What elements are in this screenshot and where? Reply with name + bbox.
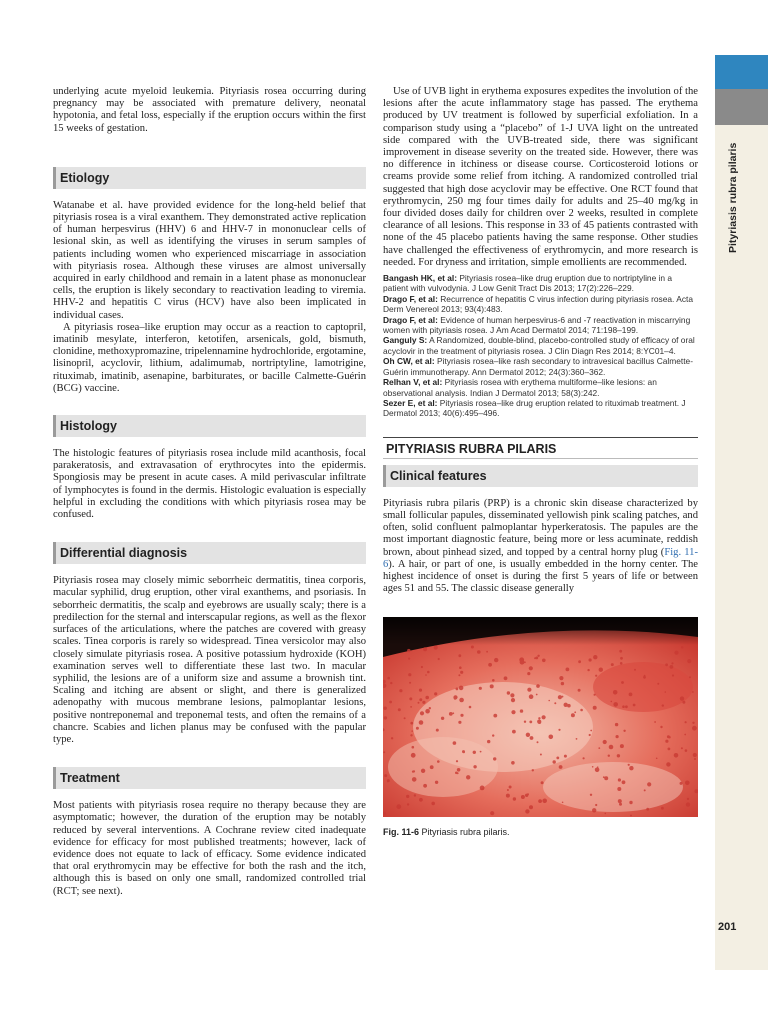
papule-dot bbox=[616, 735, 619, 738]
papule-dot bbox=[398, 709, 401, 712]
papule-dot bbox=[429, 707, 431, 709]
intro-paragraph: underlying acute myeloid leukemia. Pityriasis rosea occurring during pregnancy may be associated with premature delivery, neonatal hypotonia, and fetal loss, especially if the eruption occurs within the first 15 weeks of gestation. bbox=[53, 86, 366, 134]
papule-dot bbox=[486, 651, 488, 653]
reference-item: Ganguly S: A Randomized, double-blind, placebo-controlled study of efficacy of oral acyclovir in the treatment of pityriasis rosea. J Clin Diagn Res 2014; 8:YC01–4. bbox=[383, 335, 695, 356]
right-column bbox=[383, 86, 698, 837]
histology-paragraph: The histologic features of pityriasis rosea include mild acanthosis, focal parakeratosis, and extravasation of erythrocytes into the epidermis. Spongiosis may be present in acute cases. A mild perivascular infiltrate of lymphocytes is found in the dermis. Histologic evaluation is especially helpful in excluding the conditions with which pityriasis rosea may be confused. bbox=[53, 448, 366, 521]
papule-dot bbox=[685, 781, 690, 786]
papule-dot bbox=[524, 721, 526, 723]
papule-dot bbox=[561, 696, 563, 698]
papule-dot bbox=[520, 710, 523, 713]
papule-dot bbox=[595, 675, 597, 677]
papule-dot bbox=[421, 666, 423, 668]
papule-dot bbox=[419, 689, 422, 692]
papule-dot bbox=[646, 808, 649, 811]
papule-dot bbox=[526, 733, 530, 737]
papule-dot bbox=[536, 685, 540, 689]
papule-dot bbox=[527, 672, 530, 675]
papule-dot bbox=[622, 781, 626, 785]
papule-dot bbox=[692, 726, 697, 731]
papule-dot bbox=[434, 646, 438, 650]
papule-dot bbox=[452, 713, 454, 715]
papule-dot bbox=[425, 696, 429, 700]
papule-dot bbox=[529, 806, 533, 810]
papule-dot bbox=[456, 688, 459, 691]
papule-dot bbox=[604, 777, 608, 781]
papule-dot bbox=[662, 705, 664, 707]
papule-dot bbox=[681, 646, 684, 649]
papule-dot bbox=[449, 712, 453, 716]
papule-dot bbox=[549, 735, 554, 740]
papule-dot bbox=[511, 698, 515, 702]
papule-dot bbox=[590, 794, 592, 796]
papule-dot bbox=[685, 721, 687, 723]
papule-dot bbox=[592, 808, 596, 812]
papule-dot bbox=[629, 766, 633, 770]
papule-dot bbox=[413, 771, 415, 773]
papule-dot bbox=[689, 677, 691, 679]
papule-dot bbox=[490, 811, 494, 815]
papule-dot bbox=[469, 706, 472, 709]
page-number: 201 bbox=[718, 921, 737, 933]
papule-dot bbox=[480, 751, 482, 753]
papule-dot bbox=[404, 718, 406, 720]
papule-dot bbox=[471, 646, 474, 649]
papule-dot bbox=[617, 754, 620, 757]
reference-item: Oh CW, et al: Pityriasis rosea–like rash secondary to intravesical bacillus Calmette-Guérin immunotherapy. Ann Dermatol 2012; 24(3):360–362. bbox=[383, 356, 693, 377]
papule-dot bbox=[540, 754, 542, 756]
papule-dot bbox=[644, 790, 646, 792]
papule-dot bbox=[692, 691, 694, 693]
papule-dot bbox=[387, 677, 390, 680]
papule-dot bbox=[420, 712, 424, 716]
papule-dot bbox=[548, 700, 550, 702]
papule-dot bbox=[407, 649, 410, 652]
papule-dot bbox=[411, 731, 413, 733]
papule-dot bbox=[425, 675, 427, 677]
papule-dot bbox=[459, 686, 464, 691]
treatment-continued-paragraph: Use of UVB light in erythema exposures expedites the involution of the lesions after the acute inflammatory stage has passed. The erythema produced by UV treatment is followed by superficial exfoliation. In a comparison study using a “placebo” of 1-J UVA light on the untreated side compared with the UVB-treated side, there was significant improvement in disease severity on the treated side. However, there was no difference in itchiness or disease course. Corticosteroid lotions or creams provide some relief from itching. A randomized controlled trial suggested that high dose acyclovir may be effective. One RCT found that erythromycin, 250 mg four times daily for adults and 25–40 mg/kg in four divided doses daily for children over 2 weeks, resulted in complete clearance of all lesions. This response in 33 of 45 patients contrasted with none of the 45 placebo patients having the same response. Other studies have challenged the effectiveness of erythromycin, and more research is needed. For dryness and irritation, simple emollients are recommended. bbox=[383, 86, 698, 268]
papule-dot bbox=[603, 740, 607, 744]
papule-dot bbox=[595, 804, 597, 806]
papule-dot bbox=[593, 706, 597, 710]
papule-dot bbox=[407, 804, 409, 806]
papule-dot bbox=[558, 729, 560, 731]
chapter-tab-accent bbox=[715, 55, 768, 89]
papule-dot bbox=[687, 798, 689, 800]
papule-dot bbox=[479, 687, 482, 690]
papule-dot bbox=[660, 726, 662, 728]
papule-dot bbox=[672, 675, 674, 677]
papule-dot bbox=[692, 722, 694, 724]
etiology-paragraph-1: Watanabe et al. have provided evidence for the long-held belief that pityriasis rosea is a viral exanthem. They demonstrated active replication of human herpesvirus (HHV) 6 and HHV-7 in mononuclear cells of lesional skin, as well as identifying the viruses in serum samples of patients including women who experienced miscarriage in association with pityriasis rosea. Although these viruses are almost universally acquired in early childhood and remain in a latent phase as mononuclear cells, the eruption is likely secondary to reactivation leading to viremia. HHV-2 and hepatitis C virus (HCV) have also been implicated in individual cases. bbox=[53, 199, 366, 321]
papule-dot bbox=[609, 745, 614, 750]
papule-dot bbox=[454, 697, 457, 700]
papule-dot bbox=[437, 761, 440, 764]
papule-dot bbox=[629, 801, 632, 804]
differential-paragraph: Pityriasis rosea may closely mimic seborrheic dermatitis, tinea corporis, macular syphilid, drug eruption, other viral exanthems, and psoriasis. In seborrheic dermatitis, the scalp and eyebrows are usually scaly; there is a predilection for the sternal and interscapular regions, as well as the flexor surfaces of the articulations, where the patches are covered with greasy scales. Tinea corporis is rarely so widespread. Tinea versicolor may also closely simulate pityriasis rosea. A positive potassium hydroxide (KOH) examination serves well to differentiate these last two. In macular syphilid, the lesions are of a uniform size and assume a brownish tint. Scaling and itching are absent or slight, and there is generalized adenopathy with mucous membrane lesions, palmoplantar lesions, positive nontreponemal and treponemal tests, and often the remains of a chancre. Scabies and lichen planus may be confused with the papular type. bbox=[53, 575, 366, 745]
papule-dot bbox=[680, 782, 683, 785]
papule-dot bbox=[507, 789, 509, 791]
papule-dot bbox=[574, 712, 576, 714]
papule-dot bbox=[542, 799, 547, 804]
papule-dot bbox=[494, 658, 498, 662]
papule-dot bbox=[409, 698, 412, 701]
papule-dot bbox=[647, 783, 651, 787]
papule-dot bbox=[418, 702, 420, 704]
papule-dot bbox=[578, 661, 581, 664]
papule-dot bbox=[453, 742, 457, 746]
papule-dot bbox=[594, 694, 596, 696]
papule-dot bbox=[618, 799, 622, 803]
papule-dot bbox=[538, 800, 542, 804]
papule-dot bbox=[629, 693, 633, 697]
papule-dot bbox=[566, 668, 570, 672]
heading-histology: Histology bbox=[53, 415, 366, 437]
papule-dot bbox=[668, 748, 671, 751]
papule-dot bbox=[634, 669, 636, 671]
papule-dot bbox=[593, 655, 597, 659]
papule-dot bbox=[592, 766, 594, 768]
papule-dot bbox=[458, 655, 461, 658]
papule-dot bbox=[536, 694, 538, 696]
papule-dot bbox=[525, 810, 529, 814]
papule-dot bbox=[410, 722, 413, 725]
papule-dot bbox=[571, 714, 575, 718]
papule-dot bbox=[682, 701, 685, 704]
figure-reference-link[interactable]: Fig. 11-6 bbox=[383, 546, 698, 570]
papule-dot bbox=[410, 706, 412, 708]
papule-dot bbox=[589, 659, 592, 662]
papule-dot bbox=[537, 655, 539, 657]
papule-dot bbox=[441, 717, 444, 720]
papule-dot bbox=[656, 758, 658, 760]
papule-dot bbox=[493, 714, 497, 718]
papule-dot bbox=[506, 794, 510, 798]
papule-dot bbox=[668, 736, 670, 738]
figure-caption: Fig. 11-6 Pityriasis rubra pilaris. bbox=[383, 827, 510, 838]
papule-dot bbox=[384, 774, 387, 777]
papule-dot bbox=[538, 721, 541, 724]
chapter-tab-gray bbox=[715, 89, 768, 125]
papule-dot bbox=[422, 701, 425, 704]
papule-dot bbox=[390, 682, 392, 684]
papule-dot bbox=[511, 710, 515, 714]
papule-dot bbox=[510, 694, 514, 698]
heading-differential-diagnosis: Differential diagnosis bbox=[53, 542, 366, 564]
papule-dot bbox=[611, 701, 613, 703]
papule-dot bbox=[670, 665, 674, 669]
papule-dot bbox=[576, 738, 578, 740]
papule-dot bbox=[559, 676, 563, 680]
section-title: PITYRIASIS RUBRA PILARIS bbox=[383, 437, 698, 459]
papule-dot bbox=[680, 697, 684, 701]
papule-dot bbox=[425, 709, 430, 714]
papule-dot bbox=[414, 795, 416, 797]
papule-dot bbox=[384, 717, 387, 720]
papule-dot bbox=[665, 664, 668, 667]
papule-dot bbox=[463, 752, 465, 754]
papule-dot bbox=[512, 730, 516, 734]
papule-dot bbox=[416, 727, 419, 730]
papule-dot bbox=[458, 675, 460, 677]
papule-dot bbox=[532, 769, 534, 771]
papule-dot bbox=[583, 758, 585, 760]
papule-dot bbox=[509, 786, 512, 789]
papule-dot bbox=[620, 662, 623, 665]
papule-dot bbox=[625, 706, 628, 709]
papule-dot bbox=[436, 729, 439, 732]
papule-dot bbox=[538, 717, 540, 719]
papule-dot bbox=[423, 784, 427, 788]
papule-dot bbox=[608, 755, 610, 757]
papule-dot bbox=[562, 802, 564, 804]
papule-dot bbox=[559, 765, 563, 769]
papule-dot bbox=[492, 735, 494, 737]
papule-dot bbox=[587, 669, 589, 671]
etiology-paragraph-2: A pityriasis rosea–like eruption may occur as a reaction to captopril, imatinib mesylate, interferon, ketotifen, arsenicals, gold, bismuth, clonidine, methoxypromazine, tripelennamine hydrochloride, ergotamine, lisinopril, acyclovir, lithium, adalimumab, nortriptyline, lamotrigine, rituximab, imatinib, asenapine, barbiturates, or bacille Calmette-Guérin (BCG) vaccine. bbox=[53, 321, 366, 394]
papule-dot bbox=[456, 760, 458, 762]
papule-dot bbox=[391, 737, 393, 739]
papule-dot bbox=[687, 659, 691, 663]
papule-dot bbox=[487, 740, 490, 743]
papule-dot bbox=[412, 777, 417, 782]
papule-dot bbox=[613, 702, 618, 707]
reference-item: Drago F, et al: Recurrence of hepatitis C virus infection during pityriasis rosea. Acta Derm Venereol 2013; 93(4):483. bbox=[383, 293, 694, 315]
papule-dot bbox=[459, 698, 464, 703]
papule-dot bbox=[620, 744, 624, 748]
papule-dot bbox=[628, 764, 630, 766]
papule-dot bbox=[589, 734, 591, 736]
papule-dot bbox=[473, 765, 476, 768]
papule-dot bbox=[435, 781, 438, 784]
papule-dot bbox=[434, 693, 437, 696]
papule-dot bbox=[527, 794, 529, 796]
clinical-paragraph: Pityriasis rubra pilaris (PRP) is a chronic skin disease characterized by small follicular papules, disseminated yellowish pink scaling patches, and often, solid confluent palmoplantar hyperkeratosis. The papules are the most important diagnostic feature, being more or less acuminate, reddish brown, about pinhead sized, and topped by a central horny plug (Fig. 11-6). A hair, or part of one, is usually embedded in the horny center. The highest incidence of onset is during the first 5 years of life or between ages 51 and 55. The classic disease generally bbox=[383, 497, 698, 595]
papule-dot bbox=[694, 758, 696, 760]
papule-dot bbox=[529, 667, 533, 671]
papule-dot bbox=[423, 648, 427, 652]
papule-dot bbox=[618, 779, 621, 782]
papule-dot bbox=[527, 688, 531, 692]
papule-dot bbox=[666, 763, 670, 767]
papule-dot bbox=[542, 716, 546, 720]
reference-item: Drago F, et al: Evidence of human herpesvirus-6 and -7 reactivation in miscarrying women with pityriasis rosea. J Am Acad Dermatol 2014; 71:198–199. bbox=[383, 314, 691, 336]
papule-dot bbox=[556, 757, 559, 760]
papule-dot bbox=[564, 755, 567, 758]
papule-dot bbox=[409, 682, 411, 684]
heading-treatment: Treatment bbox=[53, 767, 366, 789]
papule-dot bbox=[488, 663, 492, 667]
papule-dot bbox=[427, 671, 430, 674]
papule-dot bbox=[613, 690, 618, 695]
papule-dot bbox=[419, 798, 423, 802]
papule-dot bbox=[513, 798, 516, 801]
papule-dot bbox=[657, 683, 659, 685]
papule-dot bbox=[408, 673, 411, 676]
papule-dot bbox=[492, 679, 495, 682]
papule-dot bbox=[542, 659, 546, 663]
papule-dot bbox=[643, 676, 646, 679]
papule-dot bbox=[466, 775, 470, 779]
papule-dot bbox=[406, 795, 409, 798]
papule-dot bbox=[504, 677, 508, 681]
papule-dot bbox=[460, 714, 463, 717]
papule-dot bbox=[541, 782, 544, 785]
papule-dot bbox=[564, 703, 568, 707]
papule-dot bbox=[460, 671, 463, 674]
papule-dot bbox=[654, 721, 656, 723]
reference-item: Bangash HK, et al: Pityriasis rosea–like drug eruption due to nortriptyline in a patient with vulvodynia. J Low Genit Tract Dis 2013; 17(2):226–229. bbox=[383, 273, 673, 294]
papule-dot bbox=[685, 750, 688, 753]
papule-dot bbox=[421, 769, 425, 773]
papule-dot bbox=[383, 752, 385, 754]
papule-dot bbox=[661, 807, 664, 810]
papule-dot bbox=[412, 746, 415, 749]
papule-dot bbox=[674, 651, 678, 655]
papule-dot bbox=[611, 663, 614, 666]
papule-dot bbox=[558, 695, 562, 699]
papule-dot bbox=[605, 813, 607, 815]
papule-dot bbox=[534, 658, 536, 660]
heading-etiology: Etiology bbox=[53, 167, 366, 189]
reference-item: Sezer E, et al: Pityriasis rosea–like drug eruption related to rituximab treatment. J Dermatol 2013; 40(6):495–496. bbox=[383, 397, 686, 419]
papule-dot bbox=[619, 650, 622, 653]
treatment-paragraph: Most patients with pityriasis rosea require no therapy because they are asymptomatic; however, the duration of the eruption may be notably reduced by several interventions. A Cochrane review cited inadequate evidence for efficacy for most published treatments; however, lack of evidence does not equate to lack of efficacy. Some evidence indicated that oral erythromycin may be effective for both the rash and the itch, although this is based on only one small, randomized controlled trial (RCT; see next). bbox=[53, 800, 366, 897]
papule-dot bbox=[693, 753, 697, 757]
papule-dot bbox=[458, 721, 461, 724]
papule-dot bbox=[578, 689, 581, 692]
papule-dot bbox=[554, 703, 556, 705]
papule-dot bbox=[595, 768, 600, 773]
papule-dot bbox=[561, 682, 564, 685]
papule-dot bbox=[521, 795, 525, 799]
papule-dot bbox=[615, 723, 618, 726]
papule-dot bbox=[671, 663, 673, 665]
papule-dot bbox=[537, 742, 539, 744]
papule-dot bbox=[590, 730, 592, 732]
papule-dot bbox=[530, 736, 534, 740]
papule-dot bbox=[684, 734, 686, 736]
papule-dot bbox=[630, 815, 632, 817]
papule-dot bbox=[396, 805, 401, 810]
papule-dot bbox=[459, 667, 462, 670]
papule-dot bbox=[419, 699, 422, 702]
heading-clinical-features: Clinical features bbox=[383, 465, 698, 487]
papule-dot bbox=[493, 758, 496, 761]
papule-dot bbox=[410, 734, 412, 736]
papule-dot bbox=[430, 766, 434, 770]
papule-dot bbox=[457, 768, 461, 772]
papule-dot bbox=[633, 704, 636, 707]
papule-dot bbox=[617, 787, 621, 791]
papule-dot bbox=[473, 751, 476, 754]
papule-dot bbox=[519, 658, 524, 663]
papule-dot bbox=[665, 692, 667, 694]
papule-dot bbox=[599, 668, 603, 672]
papule-dot bbox=[387, 781, 389, 783]
papule-dot bbox=[681, 748, 683, 750]
reference-item: Relhan V, et al: Pityriasis rosea with erythema multiforme–like lesions: an observational analysis. Indian J Dermatol 2013; 58(3):242. bbox=[383, 377, 657, 398]
papule-dot bbox=[490, 685, 494, 689]
papule-dot bbox=[621, 681, 624, 684]
papule-dot bbox=[384, 707, 387, 710]
papule-dot bbox=[431, 802, 435, 806]
papule-dot bbox=[674, 753, 679, 758]
papule-dot bbox=[438, 658, 440, 660]
papule-dot bbox=[623, 730, 625, 732]
papule-dot bbox=[511, 761, 515, 765]
papule-dot bbox=[665, 740, 668, 743]
papule-dot bbox=[620, 657, 623, 660]
papule-dot bbox=[477, 651, 481, 655]
figure-photo-prp bbox=[383, 617, 698, 817]
reference-list bbox=[383, 273, 698, 419]
papule-dot bbox=[455, 772, 458, 775]
papule-dot bbox=[529, 695, 534, 700]
papule-dot bbox=[580, 709, 583, 712]
papule-dot bbox=[408, 658, 410, 660]
papule-dot bbox=[419, 721, 424, 726]
running-section-label: Pityriasis rubra pilaris bbox=[727, 142, 739, 253]
papule-dot bbox=[507, 692, 510, 695]
papule-dot bbox=[529, 721, 532, 724]
papule-dot bbox=[399, 689, 402, 692]
papule-dot bbox=[389, 701, 392, 704]
papule-dot bbox=[622, 706, 625, 709]
papule-dot bbox=[686, 803, 690, 807]
papule-dot bbox=[619, 803, 622, 806]
left-column bbox=[53, 86, 366, 898]
papule-dot bbox=[553, 761, 556, 764]
papule-dot bbox=[411, 753, 416, 758]
papule-dot bbox=[480, 786, 485, 791]
papule-dot bbox=[598, 748, 600, 750]
